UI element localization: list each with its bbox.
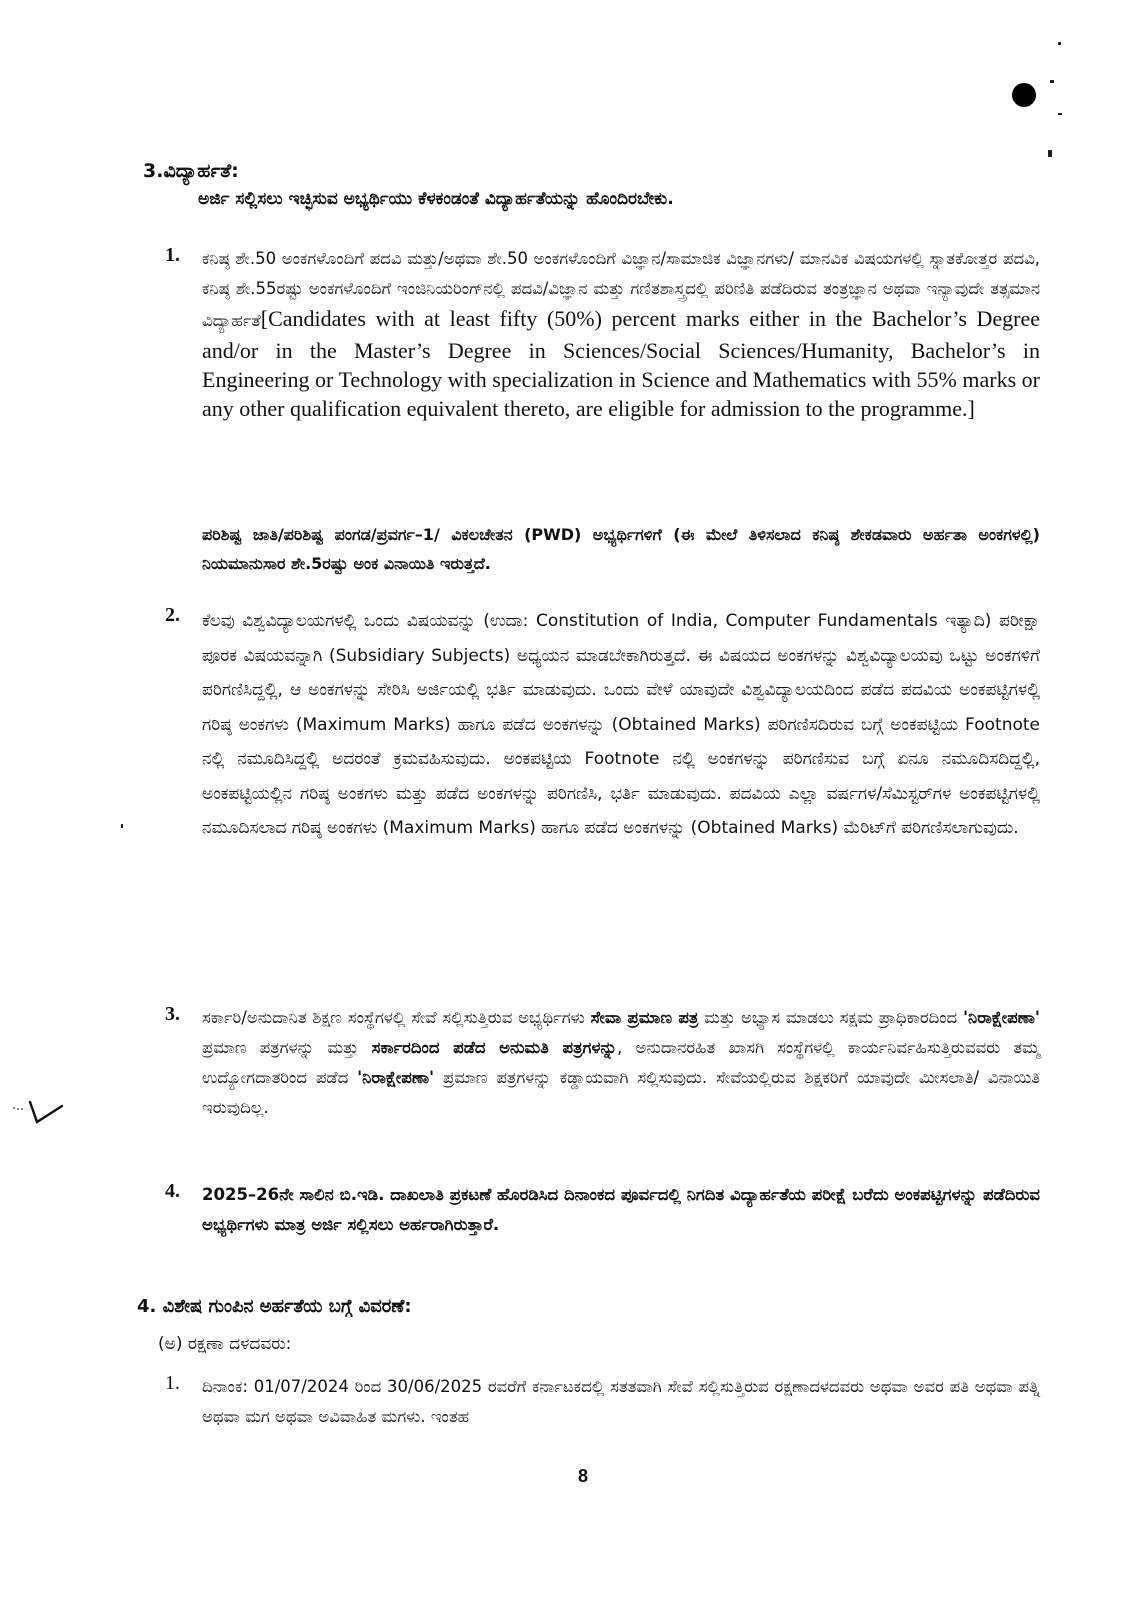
eligibility-item-2 — [165, 604, 1040, 846]
scan-speck — [1050, 80, 1054, 83]
item-text-bold: ಸರ್ಕಾರದಿಂದ ಪಡೆದ ಅನುಮತಿ ಪತ್ರಗಳನ್ನು — [371, 1038, 618, 1057]
item-text-kannada: ಕನಿಷ್ಠ ಶೇ.50 ಅಂಕಗಳೊಂದಿಗೆ ಪದವಿ ಮತ್ತು/ಅಥವಾ ಶೇ.50 ಅಂಕಗಳೊಂದಿಗೆ ವಿಜ್ಞಾನ/ಸಾಮಾಜಿಕ ವಿಜ್ಞಾನಗಳು/ ಮಾನವಿಕ ವಿಷಯಗಳಲ್ಲಿ ಸ್ನಾತಕೋತ್ತರ ಪದವಿ, ಕನಿಷ್ಠ ಶೇ.55ರಷ್ಟು ಅಂಕಗಳೊಂದಿಗೆ ಇಂಜಿನಿಯರಿಂಗ್‌ನಲ್ಲಿ ಪದವಿ/ವಿಜ್ಞಾನ ಮತ್ತು ಗಣಿತಶಾಸ್ತ್ರದಲ್ಲಿ ಪರಿಣಿತಿ ಪಡೆದಿರುವ ತಂತ್ರಜ್ಞಾನ ಅಥವಾ ಇನ್ಯಾವುದೇ ತತ್ಸಮಾನ ವಿದ್ಯಾರ್ಹತೆ — [202, 249, 1040, 330]
section-heading: 3.ವಿದ್ಯಾರ್ಹತೆ: — [143, 160, 239, 182]
item-text-english: [Candidates with at least fifty (50%) percent marks either in the Bachelor’s Degree and/or in the Master’s Degree in Sciences/Social Sciences/Humanity, Bachelor’s in Engineering or Technology with specialization in Science and Mathematics with 55% marks or any other qualification equivalent thereto, are eligible for admission to the programme.] — [202, 306, 1040, 421]
item-text: ಕೆಲವು ವಿಶ್ವವಿದ್ಯಾಲಯಗಳಲ್ಲಿ ಒಂದು ವಿಷಯವನ್ನು (ಉದಾ: Constitution of India, Computer Fundamentals ಇತ್ಯಾದಿ) ಪರೀಕ್ಷಾ ಪೂರಕ ವಿಷಯವನ್ನಾಗಿ (Subsidiary Subjects) ಅಧ್ಯಯನ ಮಾಡಬೇಕಾಗಿರುತ್ತದೆ. ಈ ವಿಷಯದ ಅಂಕಗಳನ್ನು ವಿಶ್ವವಿದ್ಯಾಲಯವು ಒಟ್ಟು ಅಂಕಗಳಿಗೆ ಪರಿಗಣಿಸಿದ್ದಲ್ಲಿ, ಆ ಅಂಕಗಳನ್ನು ಸೇರಿಸಿ ಅರ್ಜಿಯಲ್ಲಿ ಭರ್ತಿ ಮಾಡುವುದು. ಒಂದು ವೇಳೆ ಯಾವುದೇ ವಿಶ್ವವಿದ್ಯಾಲಯದಿಂದ ಪಡೆದ ಪದವಿಯ ಅಂಕಪಟ್ಟಿಗಳಲ್ಲಿ ಗರಿಷ್ಠ ಅಂಕಗಳು (Maximum Marks) ಹಾಗೂ ಪಡೆದ ಅಂಕಗಳನ್ನು (Obtained Marks) ಪರಿಗಣಿಸದಿರುವ ಬಗ್ಗೆ ಅಂಕಪಟ್ಟಿಯ Footnote ನಲ್ಲಿ ನಮೂದಿಸಿದ್ದಲ್ಲಿ ಅದರಂತೆ ಕ್ರಮವಹಿಸುವುದು. ಅಂಕಪಟ್ಟಿಯ Footnote ನಲ್ಲಿ ಅಂಕಗಳನ್ನು ಪರಿಗಣಿಸುವ ಬಗ್ಗೆ ಏನೂ ನಮೂದಿಸದಿದ್ದಲ್ಲಿ, ಅಂಕಪಟ್ಟಿಯಲ್ಲಿನ ಗರಿಷ್ಠ ಅಂಕಗಳು ಮತ್ತು ಪಡೆದ ಅಂಕಗಳನ್ನು ಪರಿಗಣಿಸಿ, ಭರ್ತಿ ಮಾಡುವುದು. ಪದವಿಯ ಎಲ್ಲಾ ವರ್ಷಗಳ/ಸೆಮಿಸ್ಟರ್‌ಗಳ ಅಂಕಪಟ್ಟಿಗಳಲ್ಲಿ ನಮೂದಿಸಲಾದ ಗರಿಷ್ಠ ಅಂಕಗಳು (Maximum Marks) ಹಾಗೂ ಪಡೆದ ಅಂಕಗಳನ್ನು (Obtained Marks) ಮೆರಿಟ್‌ಗೆ ಪರಿಗಣಿಸಲಾಗುವುದು. — [202, 611, 1040, 838]
page-number: 8 — [578, 1466, 589, 1486]
eligibility-item-4 — [165, 1180, 1040, 1240]
item-number: 1. — [165, 244, 180, 266]
handwritten-checkmark-icon — [10, 1098, 70, 1128]
scan-speck — [1058, 42, 1061, 45]
punch-hole-dot-icon — [1012, 83, 1036, 107]
section-intro: ಅರ್ಜಿ ಸಲ್ಲಿಸಲು ಇಚ್ಛಿಸುವ ಅಭ್ಯರ್ಥಿಯು ಕೆಳಕಂಡಂತೆ ವಿದ್ಯಾರ್ಹತೆಯನ್ನು ಹೊಂದಿರಬೇಕು. — [198, 189, 674, 209]
scan-speck — [121, 824, 123, 828]
scan-speck — [1058, 113, 1062, 115]
item-number: 2. — [165, 604, 180, 626]
item-text: ದಿನಾಂಕ: 01/07/2024 ರಿಂದ 30/06/2025 ರವರೆಗೆ ಕರ್ನಾಟಕದಲ್ಲಿ ಸತತವಾಗಿ ಸೇವೆ ಸಲ್ಲಿಸುತ್ತಿರುವ ರಕ್ಷಣಾದಳದವರು ಅಥವಾ ಅವರ ಪತಿ ಅಥವಾ ಪತ್ನಿ ಅಥವಾ ಮಗ ಅಥವಾ ಅವಿವಾಹಿತ ಮಗಳು. ಇಂತಹ — [202, 1377, 1040, 1426]
item-number: 4. — [165, 1180, 180, 1202]
item-text: ಪ್ರಮಾಣ ಪತ್ರಗಳನ್ನು ಮತ್ತು — [202, 1038, 372, 1057]
section-heading: 4. ವಿಶೇಷ ಗುಂಪಿನ ಅರ್ಹತೆಯ ಬಗ್ಗೆ ವಿವರಣೆ: — [137, 1296, 412, 1317]
item-text-bold: ಸೇವಾ ಪ್ರಮಾಣ ಪತ್ರ — [590, 1008, 699, 1027]
item-number: 3. — [165, 1003, 180, 1025]
relaxation-note: ಪರಿಶಿಷ್ಟ ಜಾತಿ/ಪರಿಶಿಷ್ಟ ಪಂಗಡ/ಪ್ರವರ್ಗ–1/ ವಿಕಲಚೇತನ (PWD) ಅಭ್ಯರ್ಥಿಗಳಿಗೆ (ಈ ಮೇಲೆ ತಿಳಿಸಲಾದ ಕನಿಷ್ಠ ಶೇಕಡವಾರು ಅರ್ಹತಾ ಅಂಕಗಳಲ್ಲಿ) ನಿಯಮಾನುಸಾರ ಶೇ.5ರಷ್ಟು ಅಂಕ ವಿನಾಯಿತಿ ಇರುತ್ತದೆ. — [202, 525, 1040, 573]
eligibility-item-1 — [165, 244, 1040, 423]
item-text-bold: 'ನಿರಾಕ್ಷೇಪಣಾ' — [357, 1068, 435, 1087]
item-text: 2025–26ನೇ ಸಾಲಿನ ಬಿ.ಇಡಿ. ದಾಖಲಾತಿ ಪ್ರಕಟಣೆ ಹೊರಡಿಸಿದ ದಿನಾಂಕದ ಪೂರ್ವದಲ್ಲಿ ನಿಗದಿತ ವಿದ್ಯಾರ್ಹತೆಯ ಪರೀಕ್ಷೆ ಬರೆದು ಅಂಕಪಟ್ಟಿಗಳನ್ನು ಪಡೆದಿರುವ ಅಭ್ಯರ್ಥಿಗಳು ಮಾತ್ರ ಅರ್ಜಿ ಸಲ್ಲಿಸಲು ಅರ್ಹರಾಗಿರುತ್ತಾರೆ. — [202, 1185, 1040, 1234]
item-text-bold: 'ನಿರಾಕ್ಷೇಪಣಾ' — [963, 1008, 1040, 1027]
item-text: ಮತ್ತು ಅಭ್ಯಾಸ ಮಾಡಲು ಸಕ್ಷಮ ಪ್ರಾಧಿಕಾರದಿಂದ — [698, 1008, 963, 1027]
item-text: , ಅನುದಾನರಹಿತ ಖಾಸಗಿ ಸಂಸ್ಥೆಗಳಲ್ಲಿ ಕಾರ್ಯನಿರ್ವಹಿಸುತ್ತಿರುವವರು ತಮ್ಮ ಉದ್ಯೋಗದಾತರಿಂದ ಪಡೆದ — [202, 1038, 1040, 1087]
scan-speck — [1048, 150, 1052, 157]
item-text: ಸರ್ಕಾರಿ/ಅನುದಾನಿತ ಶಿಕ್ಷಣ ಸಂಸ್ಥೆಗಳಲ್ಲಿ ಸೇವೆ ಸಲ್ಲಿಸುತ್ತಿರುವ ಅಭ್ಯರ್ಥಿಗಳು — [202, 1008, 591, 1027]
special-group-item-1 — [165, 1372, 1040, 1432]
eligibility-item-3 — [165, 1003, 1040, 1123]
subsection-heading: (ಅ) ರಕ್ಷಣಾ ದಳದವರು: — [158, 1334, 292, 1354]
item-number: 1. — [165, 1372, 180, 1394]
item-text: ಪ್ರಮಾಣ ಪತ್ರಗಳನ್ನು ಕಡ್ಡಾಯವಾಗಿ ಸಲ್ಲಿಸುವುದು. ಸೇವೆಯಲ್ಲಿರುವ ಶಿಕ್ಷಕರಿಗೆ ಯಾವುದೇ ಮೀಸಲಾತಿ/ ವಿನಾಯಿತಿ ಇರುವುದಿಲ್ಲ. — [202, 1068, 1040, 1117]
